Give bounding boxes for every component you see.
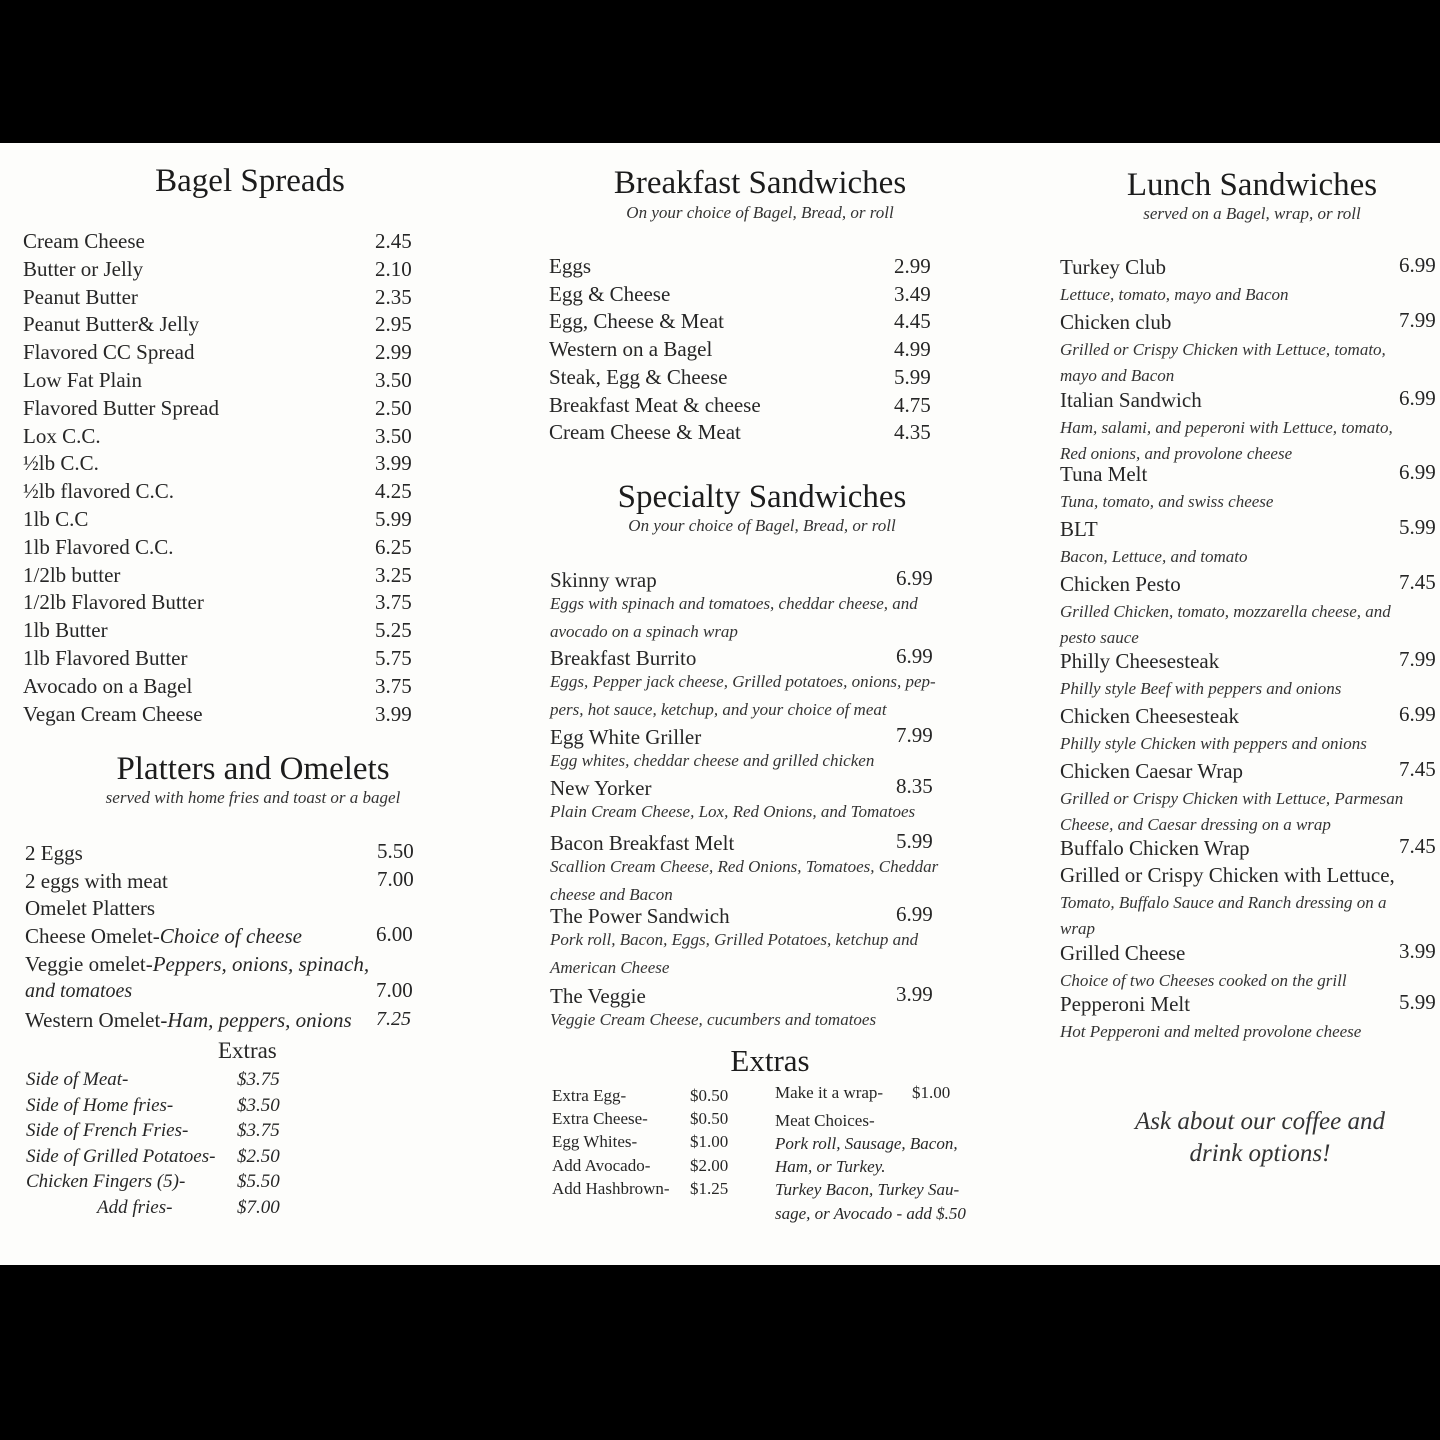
extra-item-name: Chicken Fingers (5)-: [26, 1171, 186, 1193]
menu-item-name: The Veggie: [550, 984, 646, 1008]
menu-item-desc: Bacon, Lettuce, and tomato: [1060, 547, 1248, 566]
menu-item-name: Western on a Bagel: [549, 337, 713, 362]
menu-item-price: 7.25: [376, 1008, 411, 1030]
menu-item-desc: Plain Cream Cheese, Lox, Red Onions, and Tomatoes: [550, 802, 916, 821]
menu-item-name: New Yorker: [550, 776, 652, 800]
menu-item-desc: Grilled or Crispy Chicken with Lettuce, Parmesan: [1060, 789, 1404, 808]
menu-item-price: 3.49: [894, 281, 931, 306]
menu-item-desc: Cheese, and Caesar dressing on a wrap: [1060, 815, 1331, 834]
mid-extras-title: Extras: [730, 1043, 810, 1078]
menu-item-veggie-omelet-note2: and tomatoes: [25, 980, 133, 1002]
menu-item-price: 5.99: [894, 364, 931, 389]
menu-item-price: 2.95: [375, 312, 412, 337]
menu-item-name: Philly Cheesesteak: [1060, 649, 1220, 673]
specialty-title: Specialty Sandwiches: [617, 479, 907, 515]
menu-item-name: Italian Sandwich: [1060, 388, 1202, 412]
menu-item-price: 3.99: [896, 982, 933, 1006]
menu-item-price: 2.50: [375, 395, 412, 420]
menu-item-price: 6.99: [896, 902, 933, 926]
menu-item-desc: Philly style Beef with peppers and onions: [1060, 679, 1342, 698]
menu-item-desc: pers, hot sauce, ketchup, and your choice of meat: [550, 700, 887, 719]
menu-item-desc: Grilled Chicken, tomato, mozzarella cheese, and: [1060, 602, 1391, 621]
menu-item-name: Pepperoni Melt: [1060, 992, 1191, 1016]
menu-item-price: 4.45: [894, 309, 931, 334]
menu-item-price: 7.99: [1399, 308, 1436, 332]
menu-item-price: 5.75: [375, 646, 412, 670]
item-note: Choice of cheese: [159, 924, 302, 948]
bagel-spreads-title: Bagel Spreads: [155, 163, 345, 199]
menu-item-price: 5.99: [375, 507, 412, 531]
menu-item-desc: Choice of two Cheeses cooked on the grill: [1060, 971, 1347, 990]
platters-title: Platters and Omelets: [116, 751, 390, 787]
menu-item-price: 2.45: [375, 229, 412, 253]
menu-item-name: Lox C.C.: [23, 423, 101, 448]
item-name: Western Omelet-: [25, 1008, 168, 1032]
menu-item-price: 7.45: [1399, 757, 1436, 781]
menu-item-desc: Hot Pepperoni and melted provolone cheese: [1060, 1022, 1362, 1041]
menu-item-price: 5.25: [375, 618, 412, 643]
breakfast-subtitle: On your choice of Bagel, Bread, or roll: [626, 203, 894, 222]
extra-item-price: $2.50: [237, 1145, 280, 1167]
menu-item-cheese-omelet: [25, 924, 302, 949]
menu-item-price: 4.25: [375, 479, 412, 504]
menu-item-desc: mayo and Bacon: [1060, 366, 1175, 385]
menu-item-price: 7.00: [377, 867, 414, 891]
menu-item-price: 6.99: [1399, 253, 1436, 277]
menu-item-price: 3.99: [375, 701, 412, 726]
lunch-title: Lunch Sandwiches: [1126, 167, 1378, 203]
menu-item-price: 5.50: [377, 839, 414, 863]
menu-item-desc: Grilled or Crispy Chicken with Lettuce, tomato,: [1060, 340, 1386, 359]
menu-item-name: Egg & Cheese: [549, 281, 671, 306]
item-name: Cheese Omelet-: [25, 924, 160, 948]
menu-item-price: 8.35: [896, 774, 933, 798]
menu-item-price: 6.99: [1399, 460, 1436, 484]
menu-item-price: 3.75: [375, 673, 412, 698]
menu-item-name: ½lb flavored C.C.: [23, 479, 175, 504]
menu-item-price: 6.00: [376, 922, 413, 946]
menu-item-name: Skinny wrap: [550, 568, 657, 592]
closing-line-1: Ask about our coffee and: [1135, 1108, 1385, 1135]
menu-item-name: Egg, Cheese & Meat: [549, 309, 724, 334]
menu-item-name: Bacon Breakfast Melt: [550, 831, 735, 855]
menu-item-name: Chicken club: [1060, 310, 1172, 334]
menu-item-desc: cheese and Bacon: [550, 885, 673, 904]
menu-item-name: Eggs: [549, 254, 591, 278]
menu-item-name: 1lb Butter: [23, 618, 108, 643]
menu-item-name: Chicken Cheesesteak: [1060, 704, 1240, 728]
item-name: Veggie omelet-: [25, 952, 153, 976]
extra-item-price: $3.75: [237, 1069, 280, 1090]
meat-choice-line: Turkey Bacon, Turkey Sau-: [775, 1180, 960, 1200]
menu-item-name: Peanut Butter& Jelly: [23, 312, 200, 337]
menu-item-name: Avocado on a Bagel: [23, 673, 193, 698]
menu-item-price: 5.99: [1399, 515, 1436, 539]
menu-item-desc: pesto sauce: [1060, 628, 1139, 647]
menu-item-name: Flavored Butter Spread: [23, 395, 219, 420]
extra-item-price: $1.00: [690, 1132, 729, 1152]
extra-item-name: Side of Home fries-: [26, 1094, 174, 1116]
menu-item-desc: Veggie Cream Cheese, cucumbers and tomatoes: [550, 1010, 877, 1029]
extra-item-price: $2.00: [690, 1155, 729, 1175]
menu-item-price: 2.35: [375, 284, 412, 309]
meat-choices-title: Meat Choices-: [775, 1111, 875, 1130]
extra-item-price: $0.50: [690, 1086, 729, 1105]
menu-item-name: Steak, Egg & Cheese: [549, 364, 728, 389]
extra-item-name: Side of French Fries-: [26, 1120, 189, 1142]
extra-item-price: $7.00: [237, 1197, 280, 1218]
menu-item-desc: Tuna, tomato, and swiss cheese: [1060, 492, 1274, 511]
extra-item-name: Add Avocado-: [552, 1155, 651, 1175]
menu-item-name: Egg White Griller: [550, 725, 702, 749]
menu-item-price: 6.99: [1399, 386, 1436, 410]
menu-item-name: 1/2lb butter: [23, 562, 121, 587]
omelet-platters-heading: Omelet Platters: [25, 896, 156, 920]
menu-item-desc: Ham, salami, and peperoni with Lettuce, tomato,: [1060, 418, 1393, 437]
menu-item-price: 7.45: [1399, 570, 1436, 594]
menu-item-price: 7.99: [896, 723, 933, 747]
menu-item-price: 3.99: [1399, 939, 1436, 963]
menu-item-desc: Eggs, Pepper jack cheese, Grilled potatoes, onions, pep-: [550, 672, 936, 691]
menu-item-name: Breakfast Burrito: [550, 646, 697, 670]
menu-item-price: 4.99: [894, 337, 931, 362]
lunch-subtitle: served on a Bagel, wrap, or roll: [1143, 204, 1361, 223]
left-extras-title: Extras: [218, 1038, 277, 1063]
menu-item-name: Butter or Jelly: [23, 256, 144, 281]
menu-item-name: 1lb C.C: [23, 507, 89, 531]
menu-item-desc: Philly style Chicken with peppers and onions: [1060, 734, 1367, 753]
menu-item-price: 3.50: [375, 423, 412, 448]
extra-item-price: $0.50: [690, 1109, 729, 1129]
menu-item-desc: avocado on a spinach wrap: [550, 622, 738, 641]
extra-item-name: Extra Cheese-: [552, 1109, 648, 1129]
menu-item-price: 2.99: [375, 340, 412, 365]
wrap-option: Make it a wrap-: [775, 1083, 884, 1102]
menu-item-desc: Egg whites, cheddar cheese and grilled chicken: [550, 751, 875, 770]
menu-item-desc: American Cheese: [550, 958, 670, 977]
extra-item-price: $1.25: [690, 1178, 729, 1198]
extra-item-price: $3.75: [237, 1120, 280, 1142]
menu-item-name: Turkey Club: [1060, 255, 1166, 279]
menu-item-price: 6.25: [375, 534, 412, 559]
menu-item-desc: Eggs with spinach and tomatoes, cheddar cheese, and: [550, 594, 918, 613]
extra-item-name: Add fries-: [97, 1197, 173, 1218]
menu-item-desc: Pork roll, Bacon, Eggs, Grilled Potatoes, ketchup and: [550, 930, 919, 949]
menu-item-name: Cream Cheese & Meat: [549, 420, 741, 445]
extra-item-name: Side of Meat-: [26, 1069, 129, 1090]
menu-item-name: Grilled or Crispy Chicken with Lettuce,: [1060, 863, 1395, 887]
menu-item-name: 1lb Flavored Butter: [23, 646, 188, 670]
menu-item-price: 3.75: [375, 590, 412, 615]
menu-item-name: Cream Cheese: [23, 229, 145, 253]
menu-item-name: 1/2lb Flavored Butter: [23, 590, 204, 615]
menu-item-price: 6.99: [896, 566, 933, 590]
menu-item-price: 6.99: [1399, 702, 1436, 726]
menu-item-desc: Lettuce, tomato, mayo and Bacon: [1060, 285, 1289, 304]
specialty-subtitle: On your choice of Bagel, Bread, or roll: [628, 516, 896, 535]
menu-item-desc: Red onions, and provolone cheese: [1060, 444, 1293, 463]
item-note: Ham, peppers, onions: [167, 1008, 352, 1032]
menu-item-name: ½lb C.C.: [23, 451, 99, 476]
menu-item-price: 5.99: [1399, 990, 1436, 1014]
menu-item-western-omelet: [25, 1008, 352, 1033]
menu-item-price: 4.35: [894, 420, 931, 445]
menu-item-name: Chicken Caesar Wrap: [1060, 759, 1244, 783]
menu-item-desc: wrap: [1060, 919, 1095, 938]
closing-line-2: drink options!: [1189, 1140, 1331, 1167]
menu-item-price: 2.10: [375, 256, 412, 281]
menu-item-desc: Scallion Cream Cheese, Red Onions, Tomatoes, Cheddar: [550, 857, 939, 876]
menu-item-2-eggs-meat: 2 eggs with meat: [25, 869, 168, 893]
menu-item-name: Breakfast Meat & cheese: [549, 392, 761, 417]
menu-item-price: 7.45: [1399, 834, 1436, 858]
menu-item-name: 1lb Flavored C.C.: [23, 534, 174, 559]
menu-item-price: 4.75: [894, 392, 931, 417]
menu-item-name: Flavored CC Spread: [23, 340, 195, 365]
menu-item-name: Chicken Pesto: [1060, 572, 1181, 596]
meat-choice-line: Ham, or Turkey.: [775, 1157, 886, 1177]
meat-choice-line: sage, or Avocado - add $.50: [775, 1203, 966, 1223]
breakfast-title: Breakfast Sandwiches: [613, 165, 907, 201]
menu-item-price: 2.99: [894, 254, 931, 278]
extra-item-price: $3.50: [237, 1094, 280, 1116]
menu-item-price: 3.25: [375, 562, 412, 587]
menu-item-price: 5.99: [896, 829, 933, 853]
menu-item-price: 7.99: [1399, 647, 1436, 671]
extra-item-price: $5.50: [237, 1171, 280, 1193]
menu-sheet: [0, 143, 1440, 1265]
menu-item-name: Low Fat Plain: [23, 368, 142, 392]
platters-subtitle: served with home fries and toast or a bagel: [105, 788, 401, 807]
menu-item-name: Peanut Butter: [23, 284, 138, 309]
menu-item-name: Vegan Cream Cheese: [23, 701, 203, 726]
menu-item-name: Grilled Cheese: [1060, 941, 1186, 965]
wrap-option-price: $1.00: [912, 1083, 951, 1102]
item-note: Peppers, onions, spinach,: [152, 952, 370, 976]
menu-item-name: BLT: [1060, 517, 1098, 541]
menu-item-veggie-omelet: [25, 952, 369, 977]
menu-item-2-eggs: 2 Eggs: [25, 841, 83, 865]
menu-item-desc: Tomato, Buffalo Sauce and Ranch dressing on a: [1060, 893, 1387, 912]
menu-item-price: 6.99: [896, 644, 933, 668]
menu-item-name: The Power Sandwich: [550, 904, 730, 928]
extra-item-name: Add Hashbrown-: [552, 1178, 670, 1198]
extra-item-name: Extra Egg-: [552, 1086, 627, 1105]
menu-item-price: 3.50: [375, 368, 412, 392]
menu-item-name: Buffalo Chicken Wrap: [1060, 836, 1250, 860]
extra-item-name: Side of Grilled Potatoes-: [26, 1145, 216, 1167]
menu-item-price: 3.99: [375, 451, 412, 476]
menu-item-name: Tuna Melt: [1060, 462, 1148, 486]
extra-item-name: Egg Whites-: [552, 1132, 638, 1152]
menu-item-price: 7.00: [376, 978, 413, 1002]
meat-choice-line: Pork roll, Sausage, Bacon,: [775, 1134, 958, 1153]
